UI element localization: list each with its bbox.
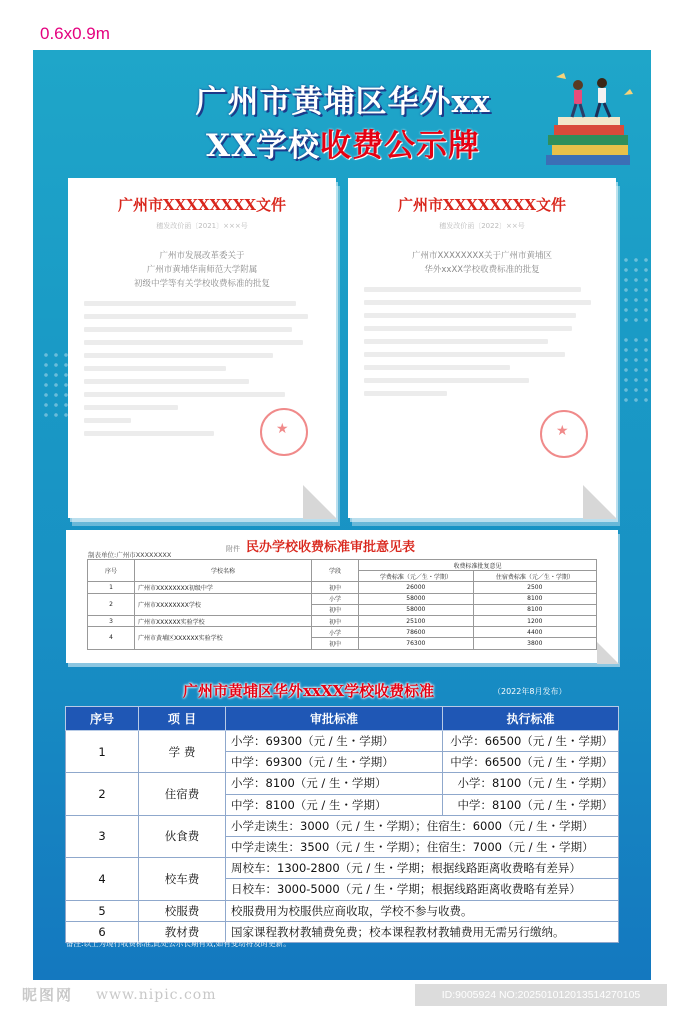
doc-header: 广州市XXXXXXXX文件 [117,196,287,214]
col-executed: 执行标准 [443,707,619,731]
appendix-title: 附件 民办学校收费标准审批意见表 [226,540,416,555]
table-row: 初中 76300 3800 [88,638,597,649]
appendix-approval-sheet [66,530,618,663]
col-no: 序号 [88,560,135,582]
approval-table [87,559,597,650]
official-document-1 [68,178,336,518]
col-item: 项 目 [139,707,226,731]
site-url: www.nipic.com [96,987,217,1003]
site-logo: 昵图网 [22,986,74,1004]
doc-number: 穗发改价函〔2021〕×××号 [156,222,248,230]
title-highlight: 收费公示牌 [320,128,481,164]
col-school: 学校名称 [135,560,312,582]
table-row: 日校车：3000-5000（元 / 生・学期；根据线路距离收费略有差异） [66,879,619,900]
table-row: 1 广州市XXXXXXXX初级中学 初中 26000 2500 [88,582,597,593]
col-approved: 审批标准 [226,707,443,731]
table-row: 4 广州市黄埔区XXXXXX实验学校 小学 78600 4400 [88,627,597,638]
dot-pattern-right [621,255,651,325]
table-row: 中学：69300（元 / 生・学期） 中学：66500（元 / 生・学期） [66,752,619,773]
col-opinion: 收费标准批复意见 [359,560,597,571]
size-label: 0.6x0.9m [40,24,110,43]
official-document-2 [348,178,616,518]
table-row: 4 校车费 周校车：1300-2800（元 / 生・学期；根据线路距离收费略有差异） [66,858,619,879]
title-line-2: XX学校收费公示牌 [205,128,481,164]
books-students-illustration [538,65,638,175]
dot-pattern-right-2 [621,335,651,405]
fee-note: 备注:以上为现行收费标准,此处公示长期有效,如有变动将及时更新。 [66,939,291,948]
fee-standard-date: （2022年8月发布） [493,687,567,696]
col-tuition: 学费标准（元／生・学期） [359,571,474,582]
table-row: 中学：8100（元 / 生・学期） 中学：8100（元 / 生・学期） [66,794,619,815]
table-row: 1 学 费 小学：69300（元 / 生・学期） 小学：66500（元 / 生・学期） [66,731,619,752]
table-row: 2 住宿费 小学：8100（元 / 生・学期） 小学：8100（元 / 生・学期） [66,773,619,794]
appendix-unit: 制表单位:广州市XXXXXXXX [88,551,172,559]
table-row: 初中 58000 8100 [88,604,597,615]
title-line-1: 广州市黄埔区华外xx [195,84,491,120]
official-seal: ★ [260,408,308,456]
page-curl [583,485,617,519]
doc-body-text [364,287,600,396]
fee-standard-title: 广州市黄埔区华外xxXX学校收费标准 [183,682,435,700]
notice-board [33,50,651,980]
table-row: 3 广州市XXXXXX实验学校 初中 25100 1200 [88,615,597,626]
doc-number: 穗发改价函〔2022〕××号 [439,222,525,230]
table-row: 5 校服费 校服费用为校服供应商收取，学校不参与收费。 [66,900,619,921]
page-curl [597,642,619,664]
table-row: 3 伙食费 小学走读生：3000（元 / 生・学期）；住宿生：6000（元 / 生・学期） [66,815,619,836]
fee-standard-table [65,706,619,943]
board-title [173,80,513,168]
doc-subject: 广州市XXXXXXXX关于广州市黄埔区 华外xxXX学校收费标准的批复 [411,251,553,275]
image-id-badge: ID:9005924 NO:20250101201351427010​5 [415,984,667,1006]
doc-subject: 广州市发展改革委关于 广州市黄埔华南师范大学附属 初级中学等有关学校收费标准的批复 [133,251,270,289]
col-board: 住宿费标准（元／生・学期） [473,571,596,582]
table-row: 6 教材费 国家课程教材教辅费免费；校本课程教材教辅费用无需另行缴纳。 [66,921,619,942]
official-seal: ★ [540,410,588,458]
col-stage: 学段 [312,560,359,582]
doc-header: 广州市XXXXXXXX文件 [397,196,567,214]
page-curl [303,485,337,519]
col-no: 序号 [66,707,139,731]
table-row: 2 广州市XXXXXXXX学校 小学 58000 8100 [88,593,597,604]
table-row: 中学走读生：3500（元 / 生・学期）；住宿生：7000（元 / 生・学期） [66,836,619,857]
